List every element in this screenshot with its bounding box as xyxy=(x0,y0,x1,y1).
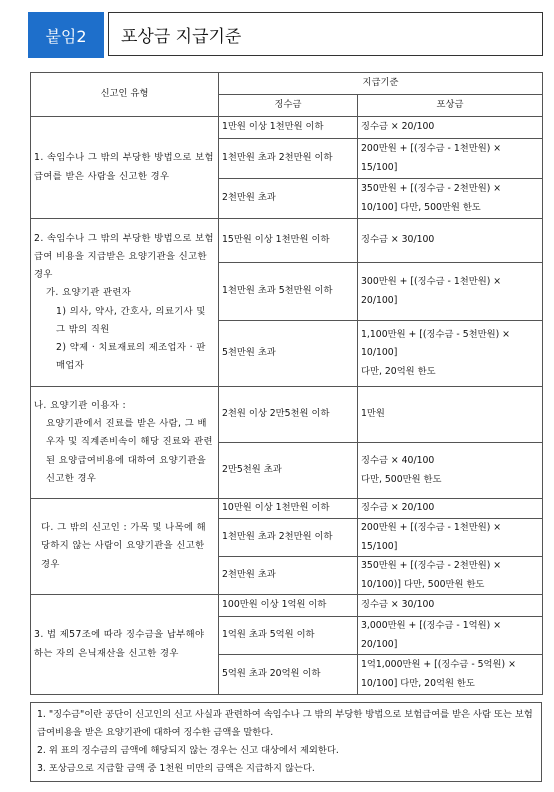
table-cell xyxy=(358,443,543,499)
table-cell: 2천만원 초과 xyxy=(219,557,358,595)
group2-sub-1: 1) 의사, 약사, 간호사, 의료기사 및 그 밖의 직원 xyxy=(56,305,206,335)
group2-na-title: 나. 요양기관 이용자 : xyxy=(34,400,126,412)
table-cell: 징수금 × 30/100 xyxy=(358,219,543,263)
table-cell: 10만원 이상 1천만원 이하 xyxy=(219,499,358,519)
footnote-2: 2. 위 표의 징수금의 금액에 해당되지 않는 경우는 신고 대상에서 제외한다. xyxy=(37,745,339,757)
footnote-3: 3. 포상금으로 지급할 금액 중 1천원 미만의 금액은 지급하지 않는다. xyxy=(37,763,315,775)
table-cell: 200만원 + [(징수금 - 1천만원) × 15/100] xyxy=(358,519,543,557)
table-cell: 1억원 초과 5억원 이하 xyxy=(219,617,358,655)
group2-da-description: 다. 그 밖의 신고인 : 가목 및 나목에 해당하지 않는 사람이 요양기관을 신고한 경우 xyxy=(31,499,219,595)
header xyxy=(28,12,543,58)
table-cell: 350만원 + [(징수금 - 2천만원) × 10/100] 다만, 500만원 한도 xyxy=(358,179,543,219)
table-cell: 5천만원 초과 xyxy=(219,321,358,387)
reward-formula: 1,100만원 + [(징수금 - 5천만원) × 10/100] xyxy=(361,329,510,359)
table-cell: 300만원 + [(징수금 - 1천만원) × 20/100] xyxy=(358,263,543,321)
group2-na-description xyxy=(31,387,219,499)
table-cell: 5억원 초과 20억원 이하 xyxy=(219,655,358,695)
table-cell xyxy=(358,321,543,387)
reward-formula: 징수금 × 40/100 xyxy=(361,455,435,467)
group1-description: 1. 속임수나 그 밖의 부당한 방법으로 보험급여를 받은 사람을 신고한 경우 xyxy=(31,117,219,219)
group2-sub-2: 2) 약제 · 치료재료의 제조업자 · 판매업자 xyxy=(56,341,206,371)
footnote-1: 1. "징수금"이란 공단이 신고인의 신고 사실과 관련하여 속임수나 그 밖의 부당한 방법으로 보험급여를 받은 사람 또는 보험급여비용을 받은 요양기관에 대하여 징수한 금액을 말한다. xyxy=(37,709,533,739)
table-cell: 1만원 xyxy=(358,387,543,443)
table-cell: 1천만원 초과 5천만원 이하 xyxy=(219,263,358,321)
footnotes xyxy=(30,702,542,782)
table-cell: 1만원 이상 1천만원 이하 xyxy=(219,117,358,139)
table-cell: 15만원 이상 1천만원 이하 xyxy=(219,219,358,263)
table-cell: 2만5천원 초과 xyxy=(219,443,358,499)
attachment-badge: 붙임2 xyxy=(28,12,104,58)
reward-criteria-table xyxy=(30,72,543,695)
group3-description: 3. 법 제57조에 따라 징수금을 납부해야 하는 자의 은닉재산을 신고한 경우 xyxy=(31,595,219,695)
table-cell: 1천만원 초과 2천만원 이하 xyxy=(219,139,358,179)
table-cell: 2천만원 초과 xyxy=(219,179,358,219)
group2-na-text: 요양기관에서 진료를 받은 사람, 그 배우자 및 직계존비속이 해당 진료와 관련된 요양급여비용에 대하여 요양기관을 신고한 경우 xyxy=(46,418,213,484)
table-cell: 징수금 × 20/100 xyxy=(358,117,543,139)
header-reward: 포상금 xyxy=(358,95,543,117)
table-cell: 1억1,000만원 + [(징수금 - 5억원) × 10/100] 다만, 20억원 한도 xyxy=(358,655,543,695)
header-criteria: 지급기준 xyxy=(219,73,543,95)
table-cell: 350만원 + [(징수금 - 2천만원) × 10/100)] 다만, 500만원 한도 xyxy=(358,557,543,595)
table-cell: 징수금 × 30/100 xyxy=(358,595,543,617)
table-cell: 징수금 × 20/100 xyxy=(358,499,543,519)
group2-description xyxy=(31,219,219,387)
page-title: 포상금 지급기준 xyxy=(108,12,543,56)
group2-sub-ga: 가. 요양기관 관련자 xyxy=(46,287,132,299)
table-cell: 100만원 이상 1억원 이하 xyxy=(219,595,358,617)
table-cell: 1천만원 초과 2천만원 이하 xyxy=(219,519,358,557)
table-cell: 3,000만원 + [(징수금 - 1억원) × 20/100] xyxy=(358,617,543,655)
reward-limit: 다만, 20억원 한도 xyxy=(361,365,436,377)
table-cell: 2천원 이상 2만5천원 이하 xyxy=(219,387,358,443)
header-collected-amount: 징수금 xyxy=(219,95,358,117)
group2-desc-text: 2. 속임수나 그 밖의 부당한 방법으로 보험급여 비용을 지급받은 요양기관을 신고한 경우 xyxy=(34,233,214,281)
reward-limit: 다만, 500만원 한도 xyxy=(361,473,442,485)
header-reporter-type: 신고인 유형 xyxy=(31,73,219,117)
table-cell: 200만원 + [(징수금 - 1천만원) × 15/100] xyxy=(358,139,543,179)
